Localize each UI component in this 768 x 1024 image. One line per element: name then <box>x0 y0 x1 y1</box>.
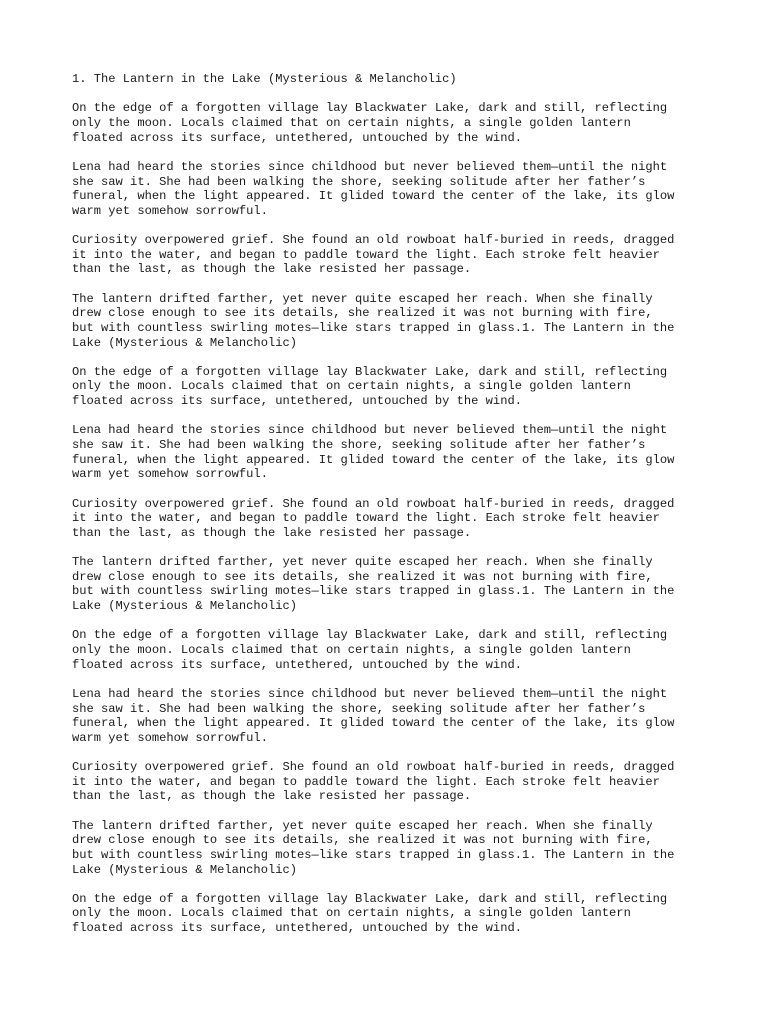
text-line: drew close enough to see its details, she realized it was not burning with fire, <box>72 569 653 584</box>
text-line: drew close enough to see its details, she realized it was not burning with fire, <box>72 306 653 321</box>
paragraph-gap <box>72 409 702 424</box>
text-line: On the edge of a forgotten village lay Blackwater Lake, dark and still, reflecting <box>72 628 668 643</box>
text-line: The lantern drifted farther, yet never quite escaped her reach. When she finally <box>72 555 653 570</box>
paragraph-gap <box>72 350 702 365</box>
text-line: floated across its surface, untethered, untouched by the wind. <box>72 394 522 409</box>
text-line: Lake (Mysterious & Melancholic) <box>72 335 297 350</box>
text-line: Curiosity overpowered grief. She found an old rowboat half-buried in reeds, dragged <box>72 760 675 775</box>
text-line: floated across its surface, untethered, untouched by the wind. <box>72 921 522 936</box>
document-heading: 1. The Lantern in the Lake (Mysterious & Melancholic) <box>72 72 457 86</box>
text-line: only the moon. Locals claimed that on certain nights, a single golden lantern <box>72 115 631 130</box>
text-line: but with countless swirling motes—like stars trapped in glass.1. The Lantern in the <box>72 320 675 335</box>
text-line: it into the water, and began to paddle toward the light. Each stroke felt heavier <box>72 774 660 789</box>
text-line: drew close enough to see its details, she realized it was not burning with fire, <box>72 833 653 848</box>
paragraph-gap <box>72 877 702 892</box>
text-line: Lena had heard the stories since childhood but never believed them—until the night <box>72 159 668 174</box>
paragraph-gap <box>72 218 702 233</box>
text-line: On the edge of a forgotten village lay Blackwater Lake, dark and still, reflecting <box>72 891 668 906</box>
paragraph-gap <box>72 540 702 555</box>
text-line: funeral, when the light appeared. It glided toward the center of the lake, its glow <box>72 189 675 204</box>
text-line: Lena had heard the stories since childhood but never believed them—until the night <box>72 686 668 701</box>
text-line: On the edge of a forgotten village lay Blackwater Lake, dark and still, reflecting <box>72 364 668 379</box>
text-line: Curiosity overpowered grief. She found an old rowboat half-buried in reeds, dragged <box>72 496 675 511</box>
text-line: floated across its surface, untethered, untouched by the wind. <box>72 657 522 672</box>
text-line: but with countless swirling motes—like stars trapped in glass.1. The Lantern in the <box>72 584 675 599</box>
paragraph-gap <box>72 277 702 292</box>
text-line: Lake (Mysterious & Melancholic) <box>72 599 297 613</box>
document-page <box>72 72 702 936</box>
paragraph-gap <box>72 145 702 160</box>
text-line: only the moon. Locals claimed that on certain nights, a single golden lantern <box>72 379 631 394</box>
text-line: The lantern drifted farther, yet never quite escaped her reach. When she finally <box>72 291 653 306</box>
text-line: The lantern drifted farther, yet never quite escaped her reach. When she finally <box>72 818 653 833</box>
text-line: it into the water, and began to paddle toward the light. Each stroke felt heavier <box>72 511 660 526</box>
text-line: than the last, as though the lake resisted her passage. <box>72 262 472 277</box>
text-line: warm yet somehow sorrowful. <box>72 203 268 218</box>
text-line: warm yet somehow sorrowful. <box>72 730 268 745</box>
text-line: floated across its surface, untethered, untouched by the wind. <box>72 130 522 145</box>
paragraph-gap <box>72 745 702 760</box>
paragraph-gap <box>72 672 702 687</box>
text-line: she saw it. She had been walking the shore, seeking solitude after her father’s <box>72 701 646 716</box>
text-line: On the edge of a forgotten village lay Blackwater Lake, dark and still, reflecting <box>72 101 668 116</box>
text-line: Lena had heard the stories since childhood but never believed them—until the night <box>72 423 668 438</box>
paragraph-gap <box>72 804 702 819</box>
text-line: funeral, when the light appeared. It glided toward the center of the lake, its glow <box>72 716 675 731</box>
paragraph-gap <box>72 482 702 497</box>
text-line: only the moon. Locals claimed that on certain nights, a single golden lantern <box>72 642 631 657</box>
text-line: funeral, when the light appeared. It glided toward the center of the lake, its glow <box>72 452 675 467</box>
text-line: Lake (Mysterious & Melancholic) <box>72 862 297 877</box>
text-line: but with countless swirling motes—like stars trapped in glass.1. The Lantern in the <box>72 847 675 862</box>
paragraph-gap <box>72 614 702 629</box>
text-line: than the last, as though the lake resisted her passage. <box>72 525 472 540</box>
text-line: than the last, as though the lake resisted her passage. <box>72 789 472 804</box>
text-line: warm yet somehow sorrowful. <box>72 467 268 482</box>
text-line: Curiosity overpowered grief. She found an old rowboat half-buried in reeds, dragged <box>72 233 675 248</box>
text-line: it into the water, and began to paddle toward the light. Each stroke felt heavier <box>72 247 660 262</box>
paragraph-gap <box>72 87 702 102</box>
text-line: she saw it. She had been walking the shore, seeking solitude after her father’s <box>72 174 646 189</box>
text-line: she saw it. She had been walking the shore, seeking solitude after her father’s <box>72 438 646 453</box>
text-line: only the moon. Locals claimed that on certain nights, a single golden lantern <box>72 906 631 921</box>
